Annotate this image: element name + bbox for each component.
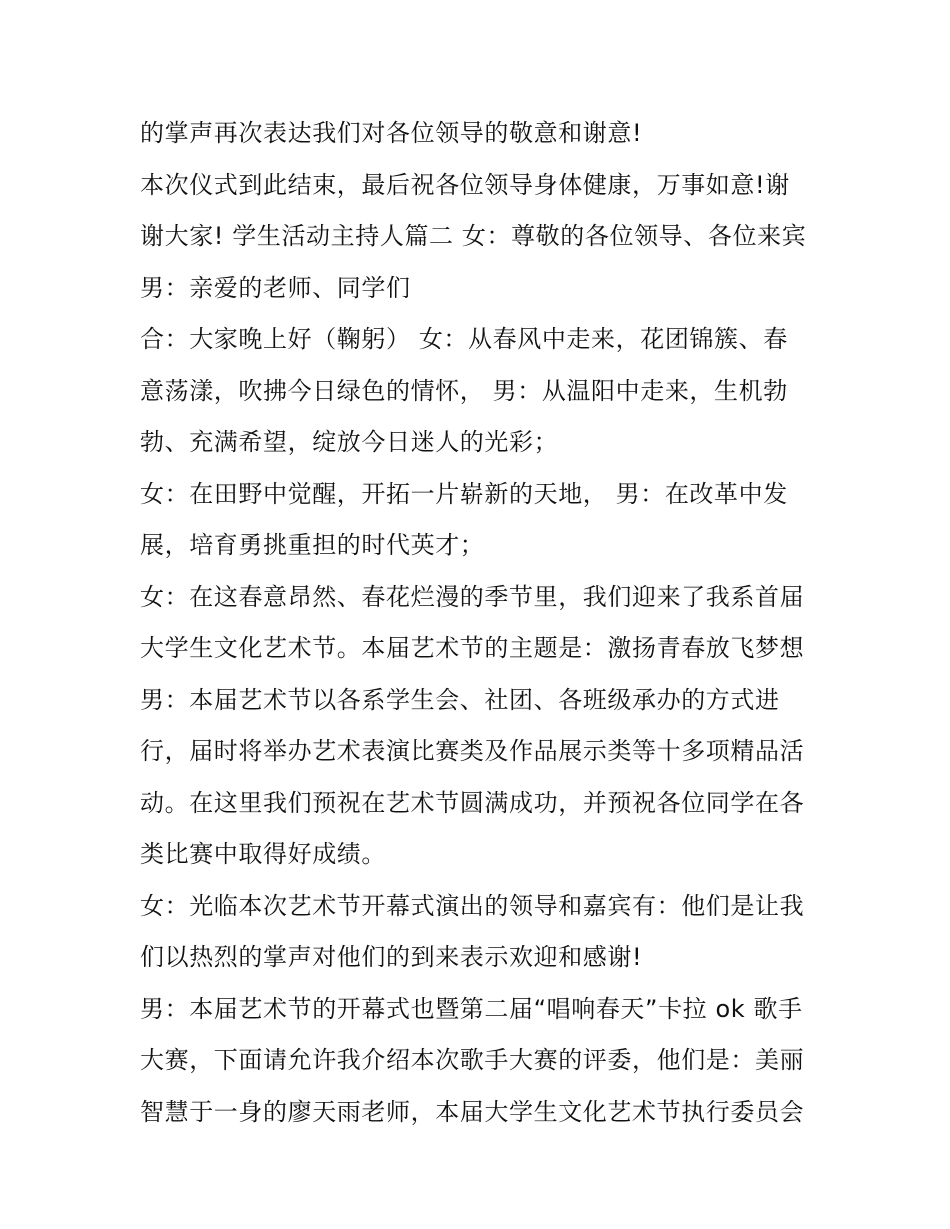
text-line: 行，届时将举办艺术表演比赛类及作品展示类等十多项精品活	[140, 737, 805, 765]
text-line: 男：本届艺术节的开幕式也暨第二届“唱响春天”卡拉 ok 歌手	[140, 994, 803, 1023]
text-line: 动。在这里我们预祝在艺术节圆满成功，并预祝各位同学在各	[140, 788, 805, 817]
text-line: 的掌声再次表达我们对各位领导的敬意和谢意!	[140, 119, 643, 147]
text-line: 类比赛中取得好成绩。	[140, 840, 386, 868]
text-line: 智慧于一身的廖天雨老师，本届大学生文化艺术节执行委员会	[140, 1097, 805, 1126]
text-line: 展，培育勇挑重担的时代英才；	[140, 531, 485, 559]
text-line: 大赛，下面请允许我介绍本次歌手大赛的评委，他们是：美丽	[140, 1046, 805, 1074]
text-line: 男：本届艺术节以各系学生会、社团、各班级承办的方式进	[140, 685, 780, 714]
text-line: 意荡漾，吹拂今日绿色的情怀， 男：从温阳中走来，生机勃	[140, 376, 788, 405]
text-line: 女：在田野中觉醒，开拓一片崭新的天地， 男：在改革中发	[140, 479, 788, 508]
text-line: 合：大家晚上好（鞠躬） 女：从春风中走来，花团锦簇、春	[140, 325, 788, 353]
text-line: 谢大家! 学生活动主持人篇二 女：尊敬的各位领导、各位来宾	[140, 222, 807, 250]
text-line: 大学生文化艺术节。本届艺术节的主题是：激扬青春放飞梦想	[140, 634, 805, 662]
text-line: 女：光临本次艺术节开幕式演出的领导和嘉宾有：他们是让我	[140, 891, 805, 920]
text-line: 男：亲爱的老师、同学们	[140, 273, 411, 302]
text-line: 们以热烈的掌声对他们的到来表示欢迎和感谢!	[140, 943, 643, 971]
document-body	[140, 108, 820, 1138]
text-line: 本次仪式到此结束，最后祝各位领导身体健康，万事如意!谢	[140, 170, 790, 199]
text-line: 女：在这春意昂然、春花烂漫的季节里，我们迎来了我系首届	[140, 582, 805, 611]
text-line: 勃、充满希望，绽放今日迷人的光彩；	[140, 428, 559, 456]
